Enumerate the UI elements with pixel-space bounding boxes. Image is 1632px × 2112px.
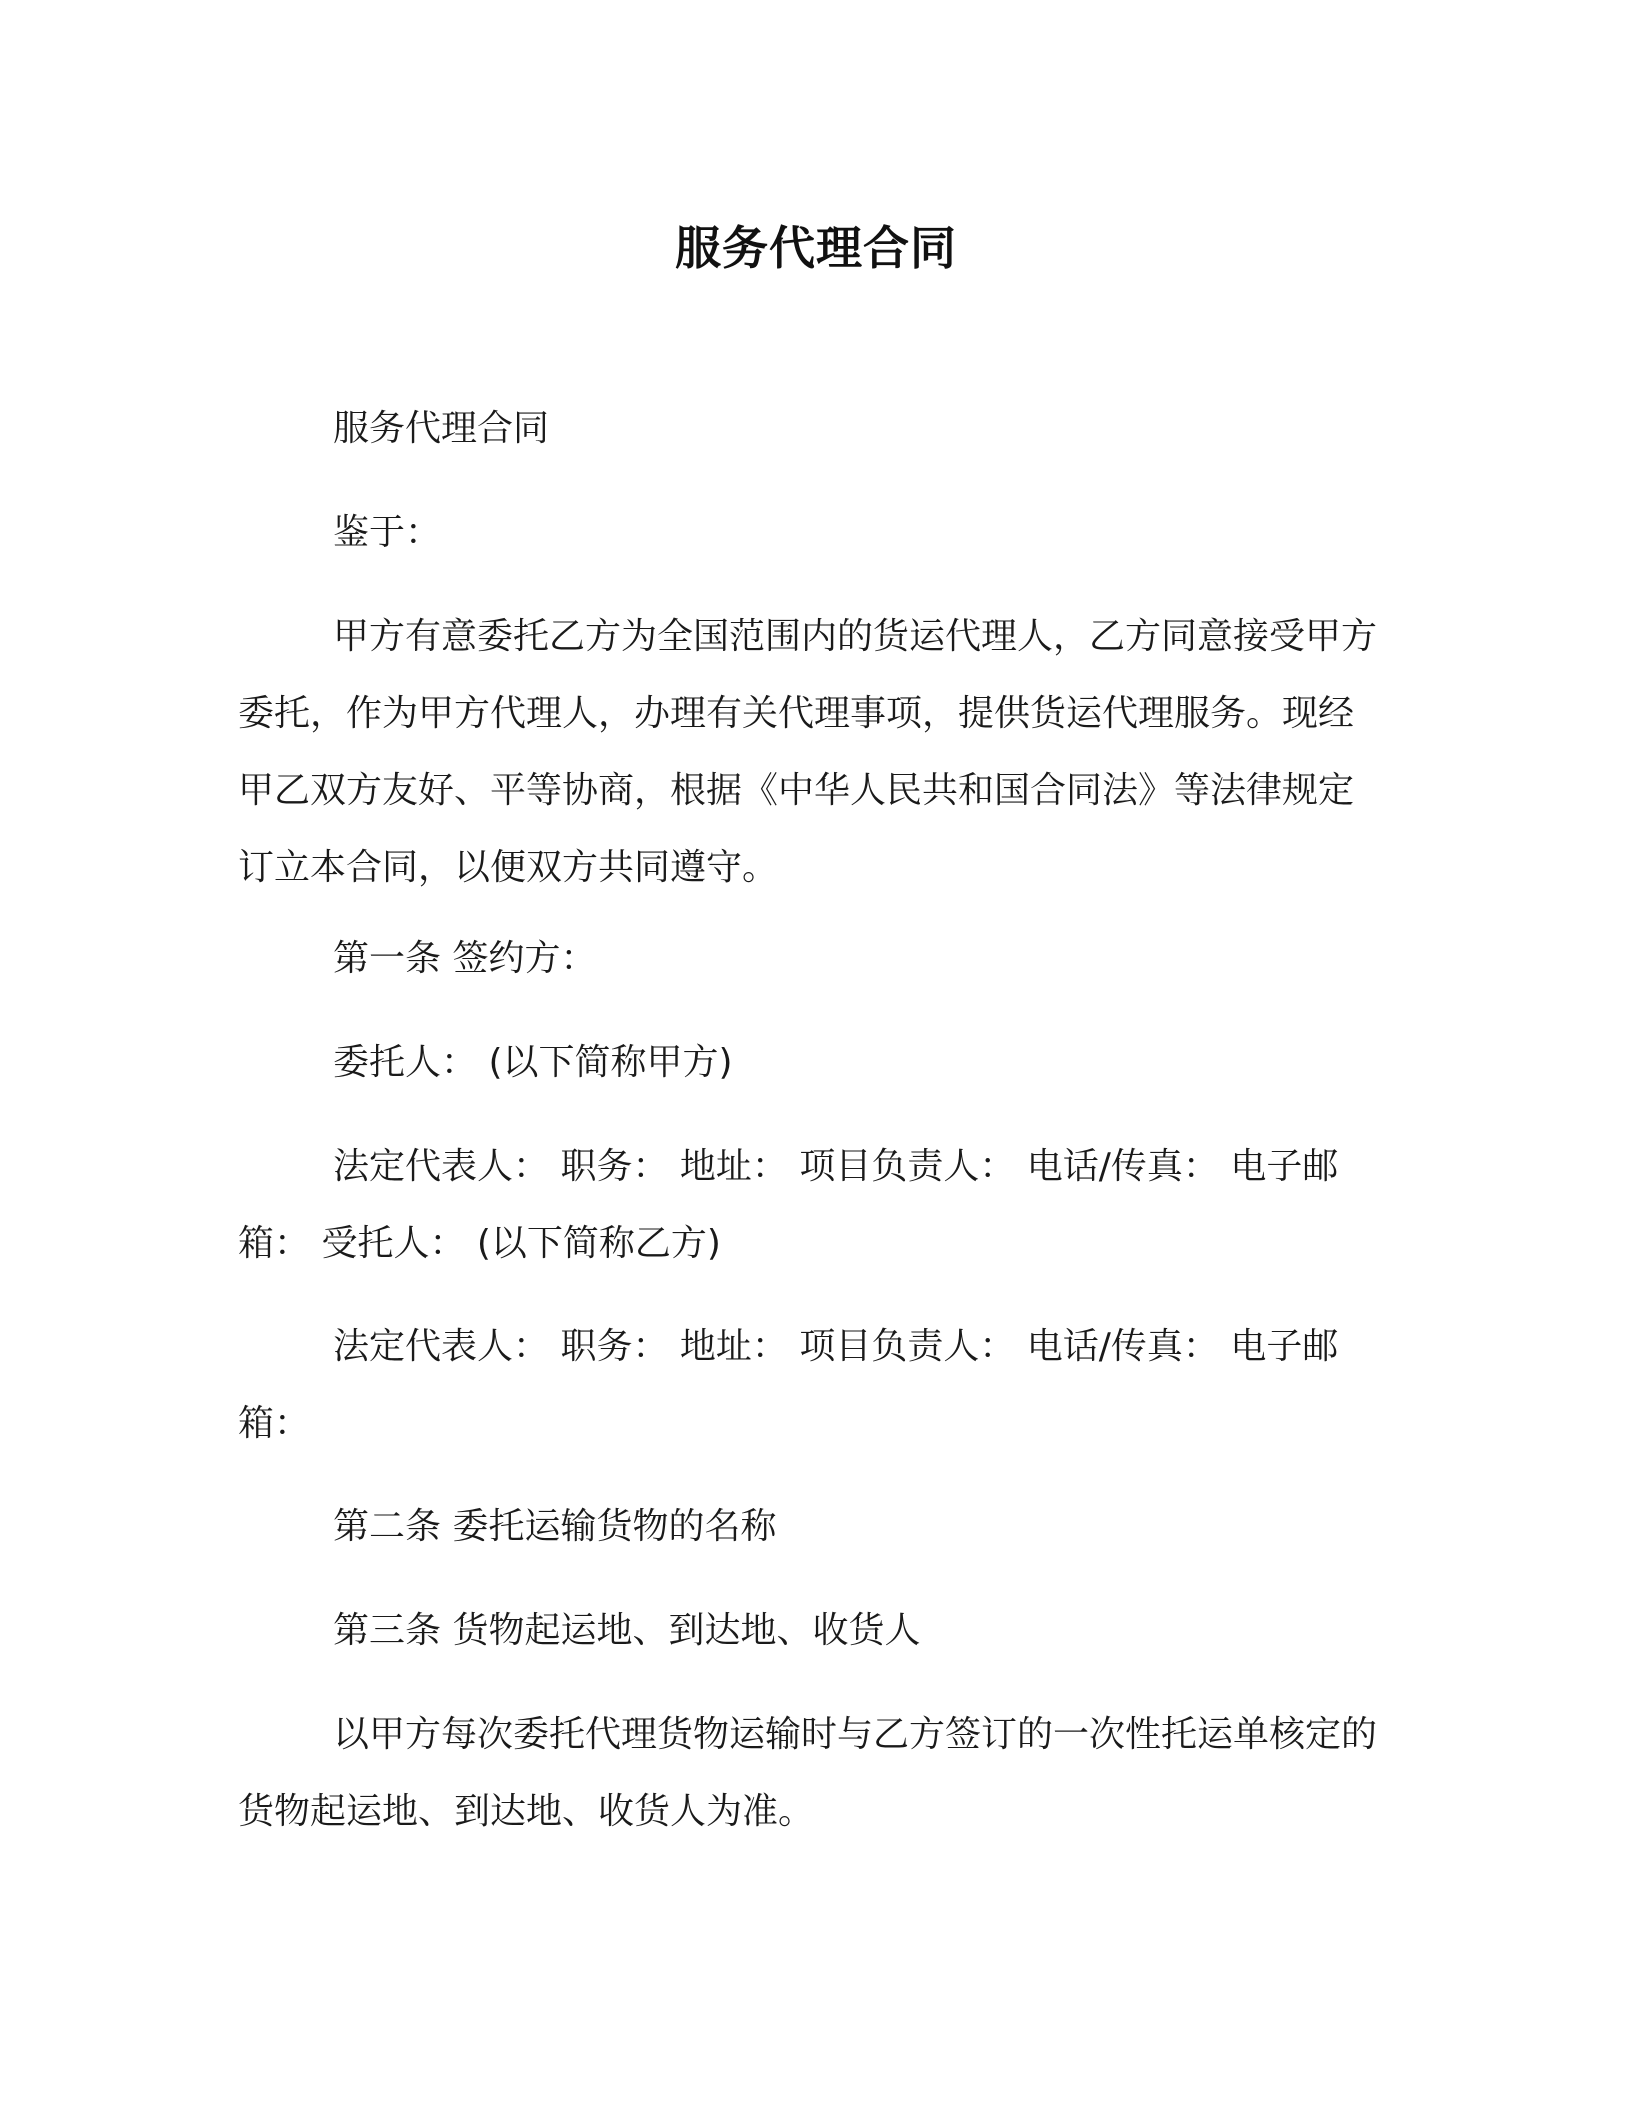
paragraph-text: 委托人： (以下简称甲方) bbox=[333, 1042, 733, 1083]
paragraph-text: 鉴于： bbox=[333, 512, 442, 553]
paragraph-text: 第二条 委托运输货物的名称 bbox=[333, 1506, 777, 1547]
paragraph-text: 甲方有意委托乙方为全国范围内的货运代理人，乙方同意接受甲方委托，作为甲方代理人，办理有关代理事项，提供货运代理服务。现经甲乙双方友好、平等协商，根据《中华人民共和国合同法》等法律规定订立本合同，以便双方共同遵守。 bbox=[238, 616, 1378, 888]
paragraph-preamble bbox=[238, 598, 1378, 906]
paragraph-text: 法定代表人： 职务： 地址： 项目负责人： 电话/传真： 电子邮箱： 受托人： (以下简称乙方) bbox=[238, 1146, 1339, 1264]
principal-details bbox=[238, 1128, 1378, 1282]
paragraph-text: 服务代理合同 bbox=[333, 408, 550, 449]
article-3-heading bbox=[238, 1592, 1378, 1669]
agent-details bbox=[238, 1308, 1378, 1462]
paragraph-text: 第三条 货物起运地、到达地、收货人 bbox=[333, 1610, 921, 1651]
principal-line bbox=[238, 1024, 1378, 1101]
paragraph-heading bbox=[238, 390, 1378, 467]
paragraph-text: 第一条 签约方： bbox=[333, 938, 597, 979]
article-3-content bbox=[238, 1696, 1378, 1850]
paragraph-whereas bbox=[238, 494, 1378, 571]
paragraph-text: 以甲方每次委托代理货物运输时与乙方签订的一次性托运单核定的货物起运地、到达地、收货人为准。 bbox=[238, 1714, 1378, 1832]
paragraph-text: 法定代表人： 职务： 地址： 项目负责人： 电话/传真： 电子邮箱： bbox=[238, 1326, 1339, 1444]
document-title: 服务代理合同 bbox=[675, 221, 957, 275]
article-2-heading bbox=[238, 1488, 1378, 1565]
article-1-heading bbox=[238, 920, 1378, 997]
